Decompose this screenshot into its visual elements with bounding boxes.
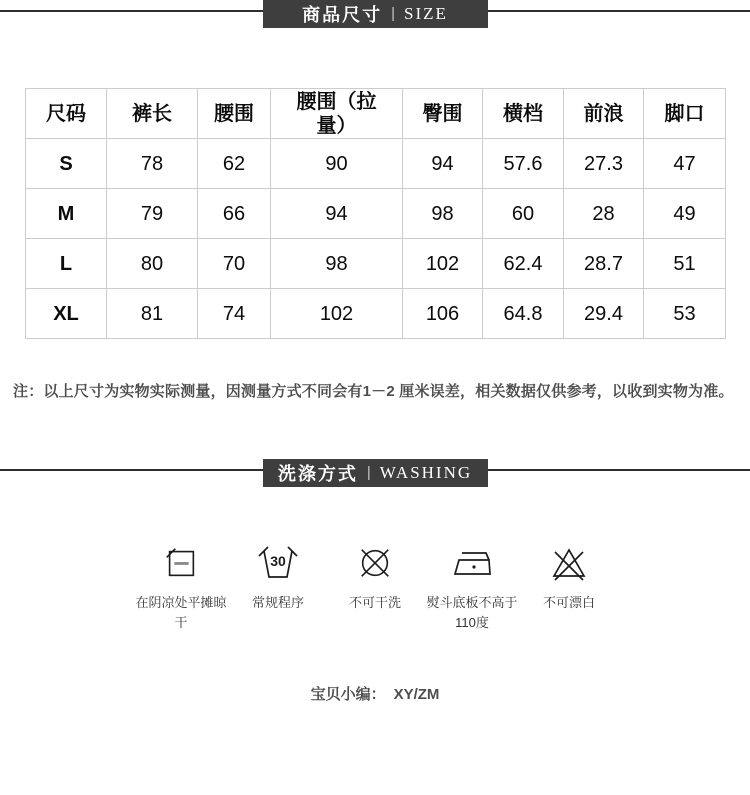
dry-flat-in-shade-icon — [162, 544, 200, 582]
cell-value: 94 — [271, 189, 403, 239]
care-item-no-dry-clean — [327, 544, 424, 633]
size-title-en: SIZE — [404, 4, 448, 23]
title-separator: | — [366, 463, 371, 481]
cell-value: 49 — [644, 189, 726, 239]
washing-section-title-band — [263, 459, 488, 487]
no-bleach-icon — [549, 544, 589, 582]
cell-value: 102 — [403, 239, 483, 289]
care-item-iron-max-110 — [424, 544, 521, 633]
cell-value: 79 — [107, 189, 198, 239]
size-section-header — [0, 0, 750, 28]
cell-value: 27.3 — [564, 139, 644, 189]
cell-value: 64.8 — [483, 289, 564, 339]
table-row-l — [26, 239, 726, 289]
wash-30-icon — [257, 544, 299, 582]
cell-value: 106 — [403, 289, 483, 339]
cell-value: 28 — [564, 189, 644, 239]
size-label: L — [26, 239, 107, 289]
care-item-wash-30 — [230, 544, 327, 633]
cell-value: 28.7 — [564, 239, 644, 289]
cell-value: 51 — [644, 239, 726, 289]
col-header-waist-stretched: 腰围（拉量） — [271, 89, 403, 139]
cell-value: 78 — [107, 139, 198, 189]
care-instructions-row — [0, 544, 750, 633]
col-header-waist: 腰围 — [198, 89, 271, 139]
cell-value: 57.6 — [483, 139, 564, 189]
col-header-crotch-width: 横档 — [483, 89, 564, 139]
size-label: M — [26, 189, 107, 239]
size-table-header-row — [26, 89, 726, 139]
header-rule-left — [0, 10, 263, 12]
editor-credit-label: 宝贝小编： — [310, 686, 386, 704]
care-label: 常规程序 — [251, 595, 304, 610]
washing-title-en: WASHING — [379, 463, 473, 482]
iron-max-110-icon — [450, 544, 494, 582]
size-title-cn: 商品尺寸 — [302, 5, 383, 25]
care-label: 不可漂白 — [542, 595, 595, 610]
washing-title-cn: 洗涤方式 — [277, 464, 358, 484]
title-separator: | — [391, 4, 395, 22]
header-rule-right — [488, 10, 750, 12]
cell-value: 62 — [198, 139, 271, 189]
cell-value: 98 — [403, 189, 483, 239]
cell-value: 80 — [107, 239, 198, 289]
editor-credit-value: XY/ZM — [393, 686, 440, 704]
cell-value: 98 — [271, 239, 403, 289]
cell-value: 53 — [644, 289, 726, 339]
measurement-note: 注：以上尺寸为实物实际测量，因测量方式不同会有1－2 厘米误差，相关数据仅供参考，以收到实物为准。 — [13, 383, 734, 400]
cell-value: 81 — [107, 289, 198, 339]
cell-value: 66 — [198, 189, 271, 239]
cell-value: 60 — [483, 189, 564, 239]
size-table — [25, 88, 726, 339]
washing-section-header — [0, 459, 750, 487]
wash-temperature: 30 — [270, 553, 286, 569]
size-section-title-band — [263, 0, 488, 28]
size-label: XL — [26, 289, 107, 339]
care-label: 在阴凉处平摊晾干 — [135, 595, 227, 631]
cell-value: 70 — [198, 239, 271, 289]
cell-value: 47 — [644, 139, 726, 189]
col-header-hip: 臀围 — [403, 89, 483, 139]
no-dry-clean-icon — [356, 544, 394, 582]
cell-value: 62.4 — [483, 239, 564, 289]
col-header-size: 尺码 — [26, 89, 107, 139]
cell-value: 74 — [198, 289, 271, 339]
cell-value: 102 — [271, 289, 403, 339]
cell-value: 94 — [403, 139, 483, 189]
col-header-front-rise: 前浪 — [564, 89, 644, 139]
table-row-m — [26, 189, 726, 239]
cell-value: 90 — [271, 139, 403, 189]
care-label: 不可干洗 — [348, 595, 401, 610]
col-header-leg-opening: 脚口 — [644, 89, 726, 139]
care-item-dry-flat — [133, 544, 230, 633]
table-row-xl — [26, 289, 726, 339]
editor-credit — [0, 683, 750, 704]
col-header-pant-length: 裤长 — [107, 89, 198, 139]
size-label: S — [26, 139, 107, 189]
care-label: 熨斗底板不高于110度 — [426, 595, 518, 631]
header-rule-left — [0, 469, 263, 471]
table-row-s — [26, 139, 726, 189]
cell-value: 29.4 — [564, 289, 644, 339]
care-item-no-bleach — [521, 544, 618, 633]
header-rule-right — [488, 469, 750, 471]
